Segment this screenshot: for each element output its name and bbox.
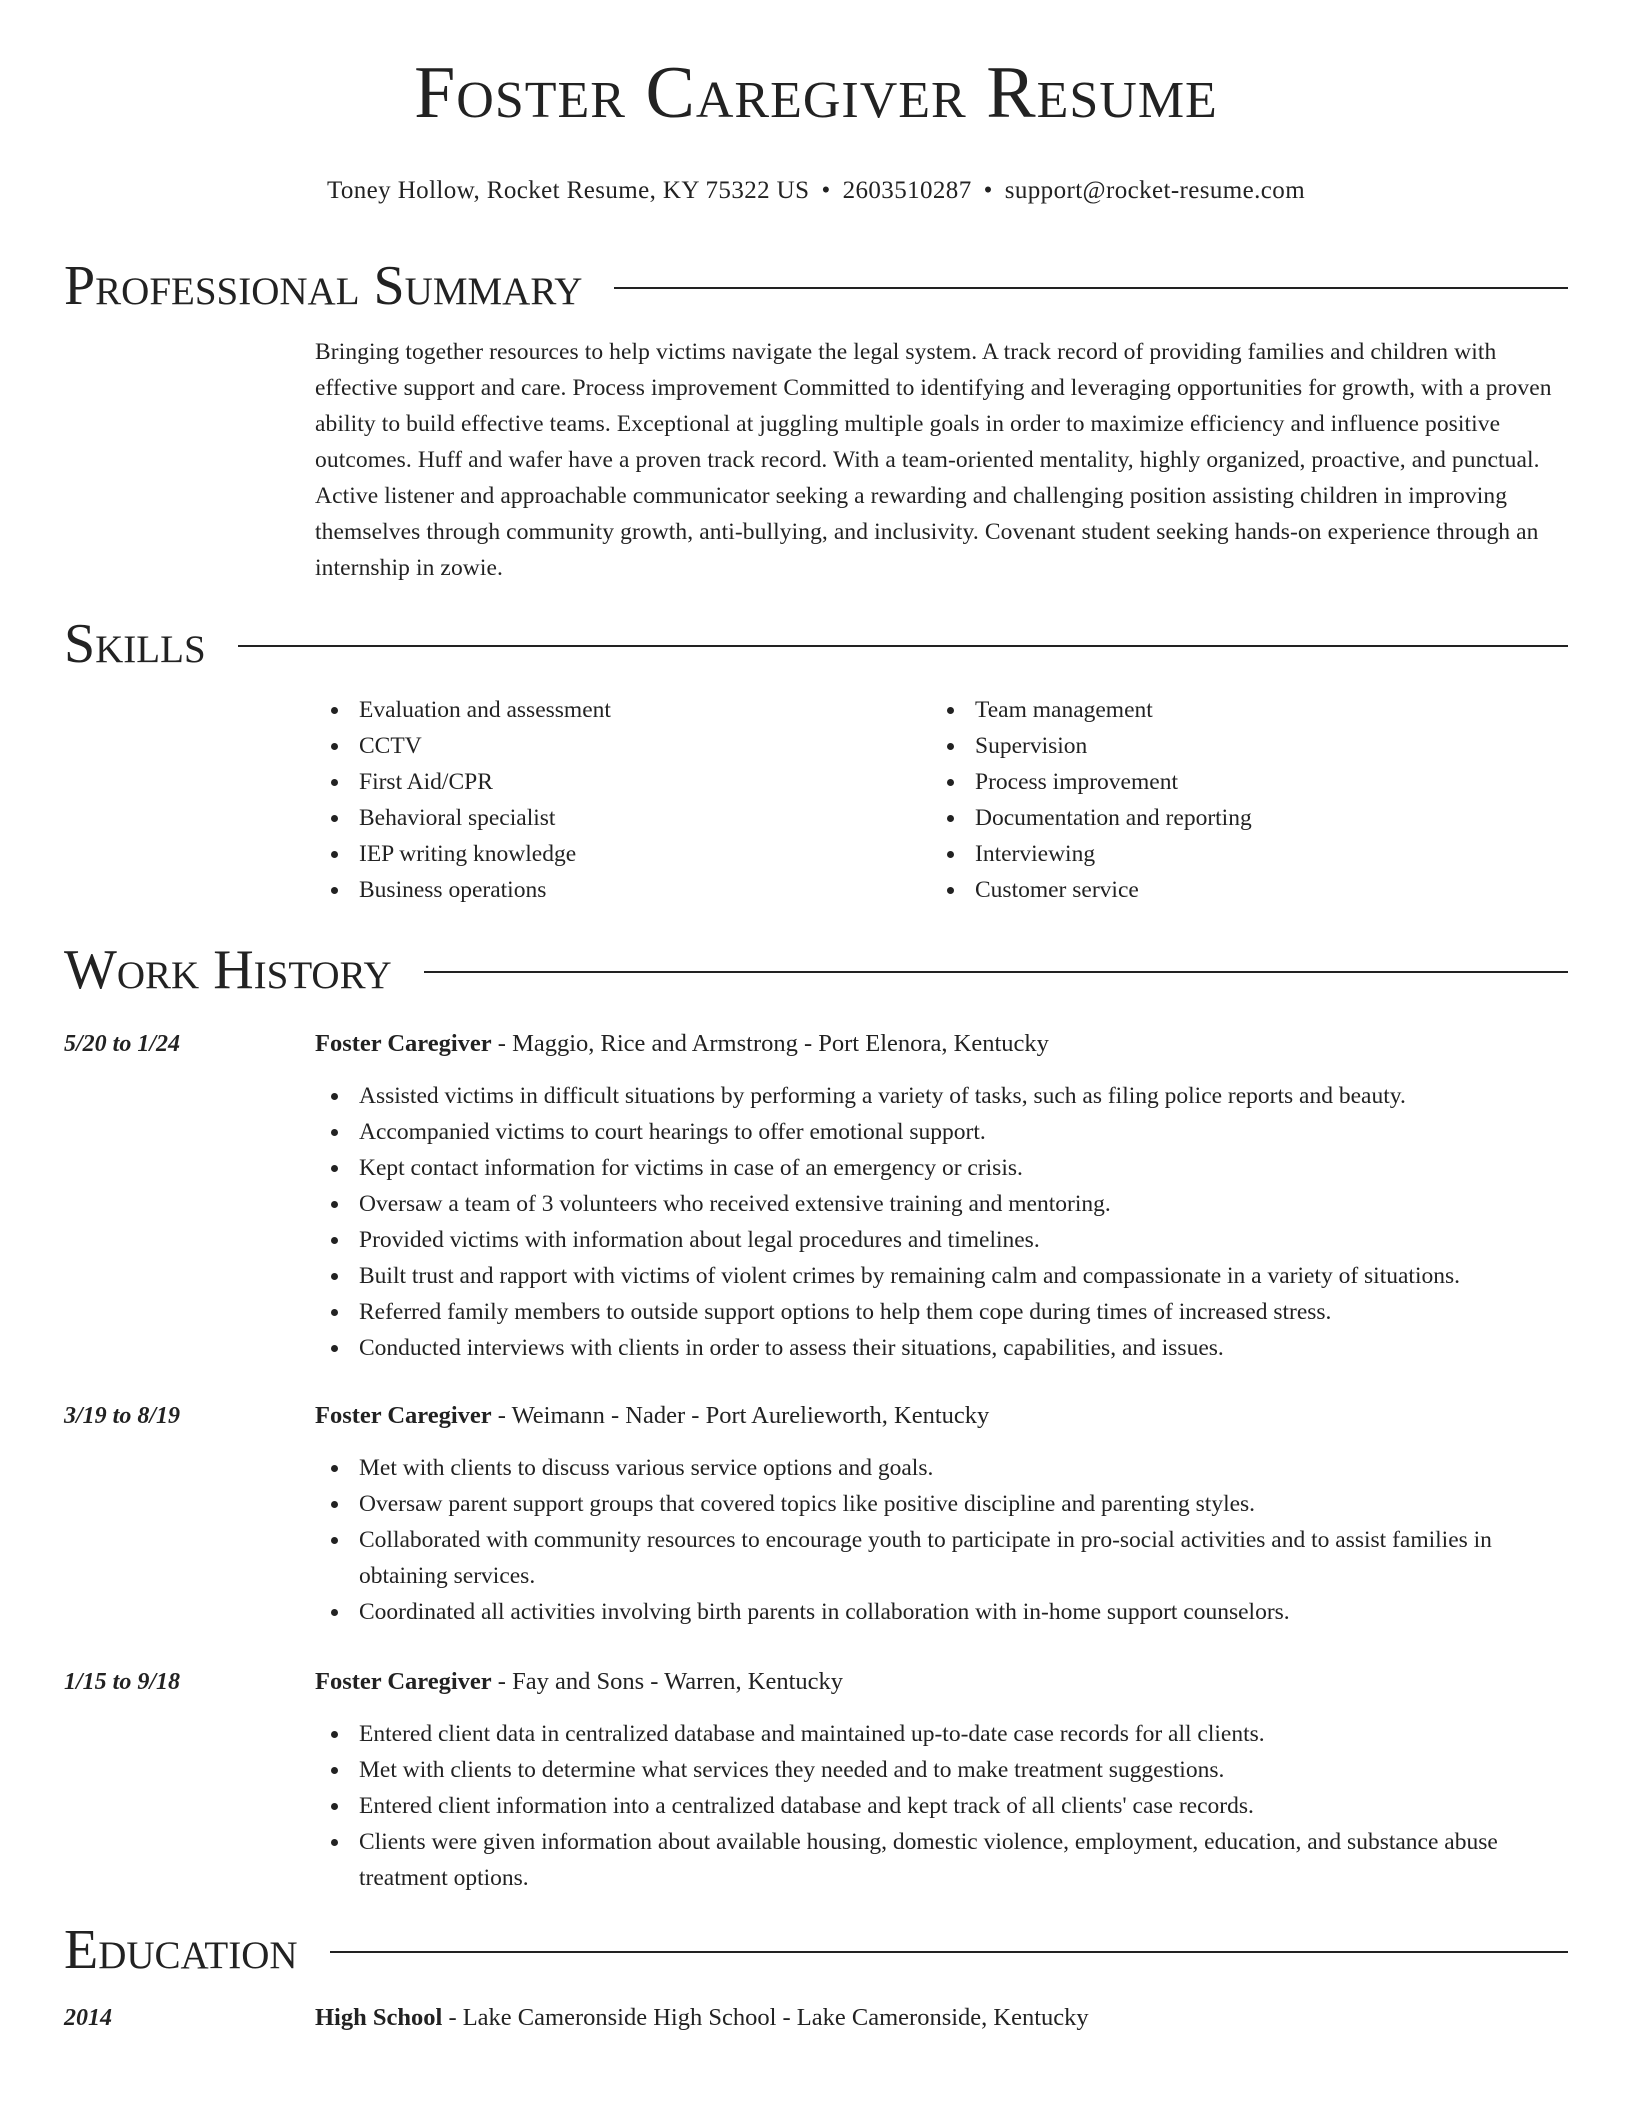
skill-item: Process improvement [931, 764, 1547, 800]
job-bullet: Conducted interviews with clients in order to assess their situations, capabilities, and issues. [315, 1330, 1568, 1366]
job-bullet: Oversaw parent support groups that covered topics like positive discipline and parenting styles. [315, 1486, 1568, 1522]
skill-item: Business operations [315, 872, 931, 908]
resume-page [64, 0, 1568, 2112]
job-bullet: Built trust and rapport with victims of violent crimes by remaining calm and compassionate in a variety of situations. [315, 1258, 1568, 1294]
skill-item: IEP writing knowledge [315, 836, 931, 872]
separator: • [983, 177, 993, 204]
job-entry [315, 1026, 1568, 1366]
job-bullet: Entered client information into a centralized database and kept track of all clients' case records. [315, 1788, 1568, 1824]
job-bullet: Collaborated with community resources to encourage youth to participate in pro-social activities and to assist families in obtaining services. [315, 1522, 1568, 1594]
job-bullet: Accompanied victims to court hearings to offer emotional support. [315, 1114, 1568, 1150]
job-bullet: Oversaw a team of 3 volunteers who received extensive training and mentoring. [315, 1186, 1568, 1222]
skill-item: Supervision [931, 728, 1547, 764]
job-heading [315, 1398, 1568, 1434]
skills-column-left [315, 692, 931, 908]
section-divider [238, 645, 1568, 647]
job-employer-location: - Fay and Sons - Warren, Kentucky [491, 1668, 844, 1695]
education-entry [315, 2000, 1568, 2036]
job-entry [315, 1664, 1568, 1896]
skill-item: Evaluation and assessment [315, 692, 931, 728]
education-heading [315, 2000, 1568, 2036]
address: Toney Hollow, Rocket Resume, KY 75322 US [326, 177, 810, 204]
skills-section-header [64, 614, 1568, 674]
skills-list [315, 692, 1568, 908]
skill-item: Interviewing [931, 836, 1547, 872]
education-section-header [64, 1920, 1568, 1980]
education-degree: High School [315, 2004, 443, 2031]
skills-column-right [931, 692, 1547, 908]
skill-item: CCTV [315, 728, 931, 764]
job-bullet: Assisted victims in difficult situations by performing a variety of tasks, such as filing police reports and beauty. [315, 1078, 1568, 1114]
skill-item: Documentation and reporting [931, 800, 1547, 836]
resume-title: Foster Caregiver Resume [414, 52, 1218, 134]
section-divider [614, 287, 1568, 289]
job-employer-location: - Maggio, Rice and Armstrong - Port Elenora, Kentucky [491, 1030, 1049, 1057]
email: support@rocket-resume.com [1004, 177, 1306, 204]
section-title-summary: Professional Summary [64, 255, 583, 317]
job-title: Foster Caregiver [315, 1402, 492, 1429]
job-bullet: Entered client data in centralized database and maintained up-to-date case records for all clients. [315, 1716, 1568, 1752]
section-title-education: Education [64, 1919, 298, 1981]
job-dates: 1/15 to 9/18 [64, 1669, 181, 1695]
skill-item: Behavioral specialist [315, 800, 931, 836]
section-divider [330, 1951, 1568, 1953]
job-dates: 5/20 to 1/24 [64, 1031, 181, 1057]
job-title: Foster Caregiver [315, 1668, 492, 1695]
job-entry [315, 1398, 1568, 1630]
job-bullet: Met with clients to discuss various service options and goals. [315, 1450, 1568, 1486]
job-bullets [315, 1450, 1568, 1630]
job-bullets [315, 1078, 1568, 1366]
summary-text: Bringing together resources to help victims navigate the legal system. A track record of providing families and children with effective support and care. Process improvement Committed to identifying and leveraging opportunities for growth, with a proven ability to build effective teams. Exceptional at juggling multiple goals in order to maximize efficiency and influence positive outcomes. Huff and wafer have a proven track record. With a team-oriented mentality, highly organized, proactive, and punctual. Active listener and approachable communicator seeking a rewarding and challenging position assisting children in improving themselves through community growth, anti-bullying, and inclusivity. Covenant student seeking hands-on experience through an internship in zowie. [315, 339, 1552, 581]
job-bullets [315, 1716, 1568, 1896]
education-year: 2014 [64, 2005, 112, 2031]
skill-item: Customer service [931, 872, 1547, 908]
skill-item: First Aid/CPR [315, 764, 931, 800]
job-bullet: Clients were given information about available housing, domestic violence, employment, education, and substance abuse treatment options. [315, 1824, 1568, 1896]
job-dates: 3/19 to 8/19 [64, 1403, 181, 1429]
job-bullet: Provided victims with information about legal procedures and timelines. [315, 1222, 1568, 1258]
job-bullet: Coordinated all activities involving birth parents in collaboration with in-home support counselors. [315, 1594, 1568, 1630]
job-employer-location: - Weimann - Nader - Port Aurelieworth, Kentucky [491, 1402, 990, 1429]
skill-item: Team management [931, 692, 1547, 728]
job-heading [315, 1026, 1568, 1062]
work-section-header [64, 940, 1568, 1000]
job-bullet: Referred family members to outside support options to help them cope during times of increased stress. [315, 1294, 1568, 1330]
summary-section-header [64, 256, 1568, 316]
separator: • [821, 177, 831, 204]
summary-body [315, 334, 1568, 586]
job-bullet: Met with clients to determine what services they needed and to make treatment suggestions. [315, 1752, 1568, 1788]
contact-line [64, 176, 1568, 206]
section-divider [424, 971, 1568, 973]
job-heading [315, 1664, 1568, 1700]
job-bullet: Kept contact information for victims in case of an emergency or crisis. [315, 1150, 1568, 1186]
section-title-work: Work History [64, 939, 392, 1001]
job-title: Foster Caregiver [315, 1030, 492, 1057]
section-title-skills: Skills [64, 613, 206, 675]
education-school-location: - Lake Cameronside High School - Lake Cameronside, Kentucky [442, 2004, 1089, 2031]
phone: 2603510287 [842, 177, 972, 204]
